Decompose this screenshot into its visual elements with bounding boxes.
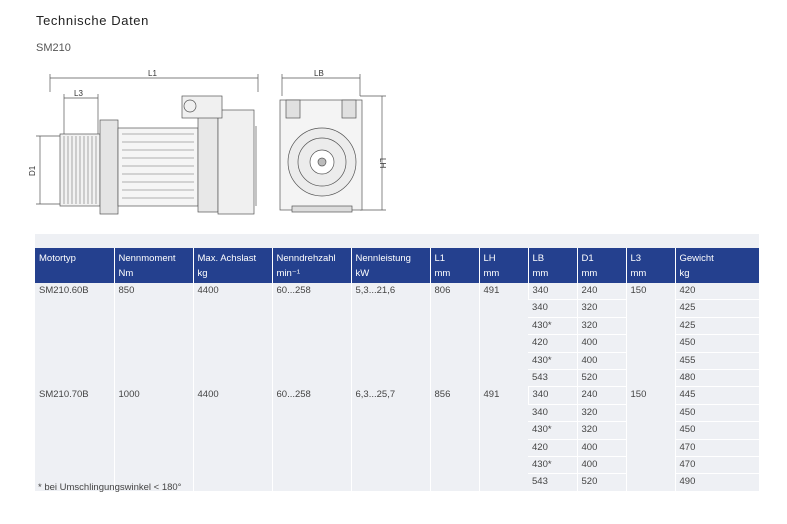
table-top-band [35,234,759,248]
column-header-unit: kg [197,268,208,279]
page-title: Technische Daten [36,13,149,28]
cell-d1: 240 [577,283,626,300]
cell-achslast: 4400 [193,283,272,387]
column-header [272,248,351,283]
cell-gewicht: 450 [675,404,759,421]
cell-lb: 543 [528,474,577,491]
column-header-unit: min⁻¹ [276,268,300,279]
technical-data-table [35,234,759,492]
column-header-label: Motortyp [39,253,76,264]
cell-d1: 400 [577,352,626,369]
cell-l1: 806 [430,283,479,387]
cell-lb: 420 [528,439,577,456]
cell-drehzahl: 60...258 [272,283,351,387]
cell-gewicht: 480 [675,370,759,387]
dim-label-l1: L1 [148,69,157,78]
header-row [35,248,759,283]
cell-leistung: 5,3...21,6 [351,283,430,387]
cell-lb: 340 [528,300,577,317]
cell-gewicht: 490 [675,474,759,491]
column-header-label: L3 [630,253,642,264]
column-header-unit: Nm [118,268,134,279]
column-header-label: L1 [434,253,446,264]
cell-lb: 340 [528,404,577,421]
technical-drawing [30,66,400,216]
dim-label-lh: LH [378,158,387,169]
table-row [35,283,759,300]
table-body [35,283,759,491]
table-header [35,248,759,283]
column-header-unit: mm [581,268,598,279]
cell-lb: 430* [528,422,577,439]
cell-d1: 320 [577,300,626,317]
cell-gewicht: 450 [675,422,759,439]
column-header-unit: mm [434,268,451,279]
cell-gewicht: 470 [675,457,759,474]
cell-motortyp: SM210.70B [35,387,114,491]
column-header-unit: mm [483,268,500,279]
cell-d1: 320 [577,404,626,421]
column-header-unit: kg [679,268,690,279]
cell-lb: 430* [528,457,577,474]
cell-lh: 491 [479,283,528,387]
column-header [528,248,577,283]
cell-l1: 856 [430,387,479,491]
cell-lb: 430* [528,317,577,334]
footnote: * bei Umschlingungswinkel < 180° [38,482,182,493]
cell-leistung: 6,3...25,7 [351,387,430,491]
cell-nennmoment: 1000 [114,387,193,491]
column-header-unit: mm [532,268,549,279]
dim-label-lb: LB [314,69,324,78]
column-header-unit [39,266,110,281]
cell-lb: 340 [528,387,577,404]
dim-label-d1: D1 [28,165,37,176]
column-header-label: Max. Achslast [197,253,257,264]
cell-lb: 543 [528,370,577,387]
dim-label-l3: L3 [74,89,83,98]
cell-gewicht: 450 [675,335,759,352]
cell-lb: 430* [528,352,577,369]
column-header [479,248,528,283]
cell-l3: 150 [626,283,675,387]
cell-d1: 320 [577,422,626,439]
cell-d1: 520 [577,474,626,491]
model-subtitle: SM210 [36,42,71,54]
cell-achslast: 4400 [193,387,272,491]
column-header [577,248,626,283]
column-header-label: D1 [581,253,594,264]
column-header-label: Nennleistung [355,253,411,264]
column-header-unit: mm [630,268,647,279]
cell-d1: 400 [577,457,626,474]
column-header [193,248,272,283]
cell-d1: 400 [577,439,626,456]
cell-d1: 400 [577,335,626,352]
cell-lb: 340 [528,283,577,300]
cell-lh: 491 [479,387,528,491]
column-header [626,248,675,283]
column-header-label: Nenndrehzahl [276,253,336,264]
cell-gewicht: 425 [675,300,759,317]
cell-nennmoment: 850 [114,283,193,387]
cell-gewicht: 420 [675,283,759,300]
cell-l3: 150 [626,387,675,491]
column-header [114,248,193,283]
column-header-label: LB [532,253,545,264]
column-header-label: LH [483,253,496,264]
column-header-label: Gewicht [679,253,714,264]
table-row [35,387,759,404]
column-header [675,248,759,283]
cell-d1: 240 [577,387,626,404]
cell-gewicht: 470 [675,439,759,456]
column-header [35,248,114,283]
column-header-unit: kW [355,268,370,279]
cell-gewicht: 445 [675,387,759,404]
cell-d1: 520 [577,370,626,387]
column-header [351,248,430,283]
cell-motortyp: SM210.60B [35,283,114,387]
column-header-label: Nennmoment [118,253,176,264]
column-header [430,248,479,283]
cell-drehzahl: 60...258 [272,387,351,491]
cell-lb: 420 [528,335,577,352]
cell-gewicht: 425 [675,317,759,334]
cell-gewicht: 455 [675,352,759,369]
cell-d1: 320 [577,317,626,334]
